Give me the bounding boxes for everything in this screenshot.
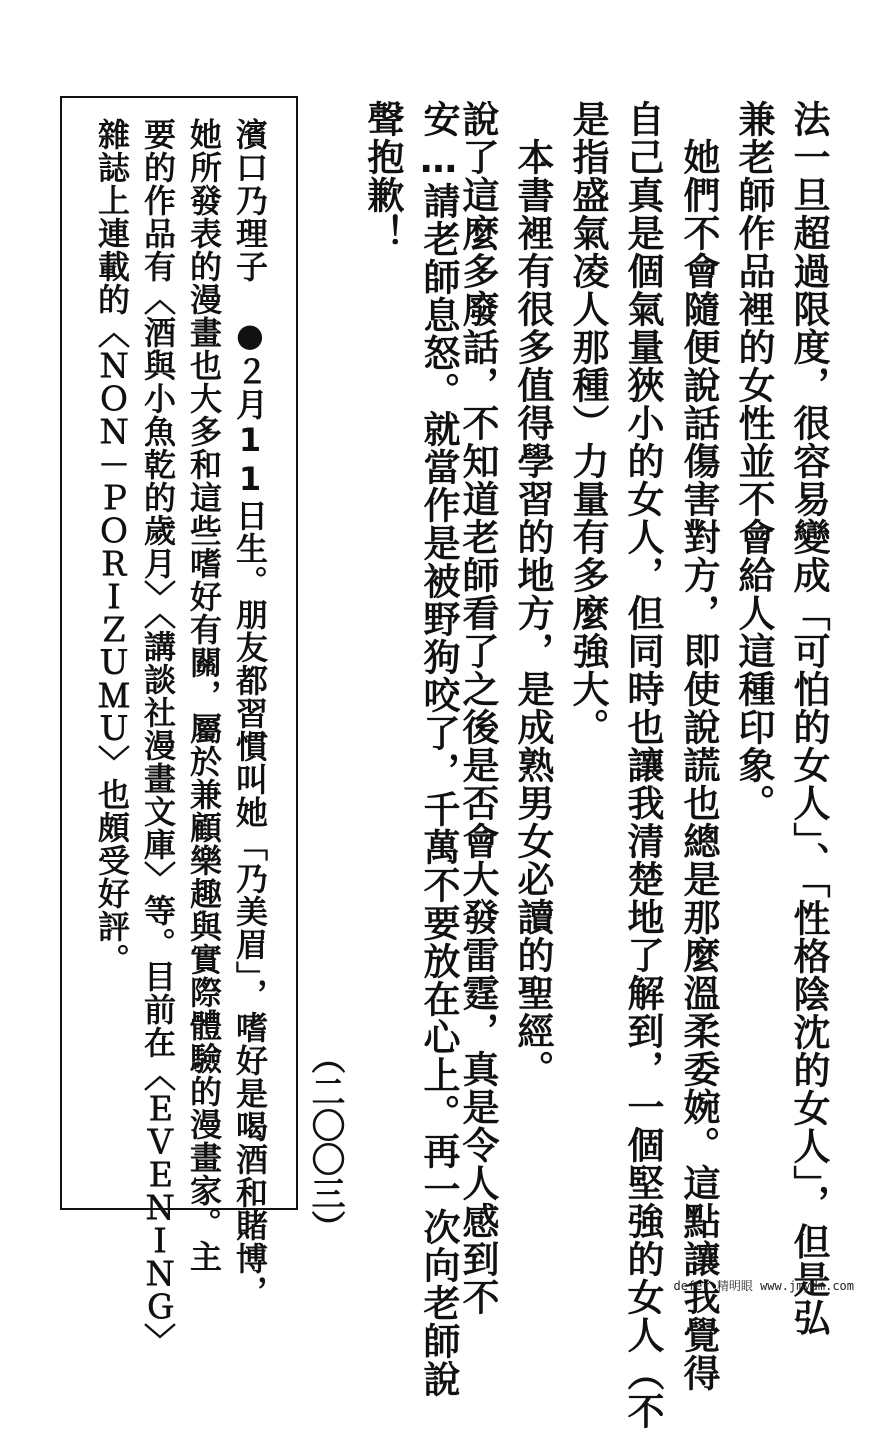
author-bio-box: [60, 96, 298, 1356]
main-text-column-6: 本書裡有很多值得學習的地方，是成熟男女必讀的聖經。: [511, 100, 554, 1088]
main-text-column-5: 是指盛氣凌人那種）力量有多麼強大。: [566, 100, 609, 746]
date-mark: （二〇〇三）: [305, 1040, 345, 1244]
bio-column-1: 濱口乃理子 ●２月11日生。朋友都習慣叫她「乃美眉」，嗜好是喝酒和賭博，: [231, 118, 269, 1308]
main-text-column-3: 她們不會隨便說話傷害對方，即使說謊也總是那麼溫柔委婉。這點讓我覺得: [677, 100, 720, 1392]
bio-column-2: 她所發表的漫畫也大多和這些嗜好有關，屬於兼顧樂趣與實際體驗的漫畫家。主: [185, 118, 223, 1273]
site-watermark: defer 精明眼 www.jmydm.com: [673, 1279, 854, 1293]
main-text-column-1: 法一旦超過限度，很容易變成「可怕的女人」、「性格陰沈的女人」，但是弘: [787, 100, 830, 1337]
main-text-column-2: 兼老師作品裡的女性並不會給人這種印象。: [732, 100, 775, 822]
main-text-column-7: 說了這麼多廢話，不知道老師看了之後是否會大發雷霆，真是令人感到不: [456, 100, 499, 1316]
main-text-column-4: 自己真是個氣量狹小的女人，但同時也讓我清楚地了解到，一個堅強的女人（不: [621, 100, 664, 1430]
bio-column-3: 要的作品有〈酒與小魚乾的歲月〉〈講談社漫畫文庫〉等。目前在〈ＥＶＥＮＩＮＧ〉: [139, 118, 177, 1356]
bio-column-4: 雜誌上連載的〈ＮＯＮ－ＰＯＲＩＺＵＭＵ〉也頗受好評。: [93, 118, 131, 976]
main-text-column-9: 聲抱歉！: [361, 100, 404, 252]
main-text-column-8: 安…請老師息怒。就當作是被野狗咬了，千萬不要放在心上。再一次向老師說: [417, 100, 460, 1398]
